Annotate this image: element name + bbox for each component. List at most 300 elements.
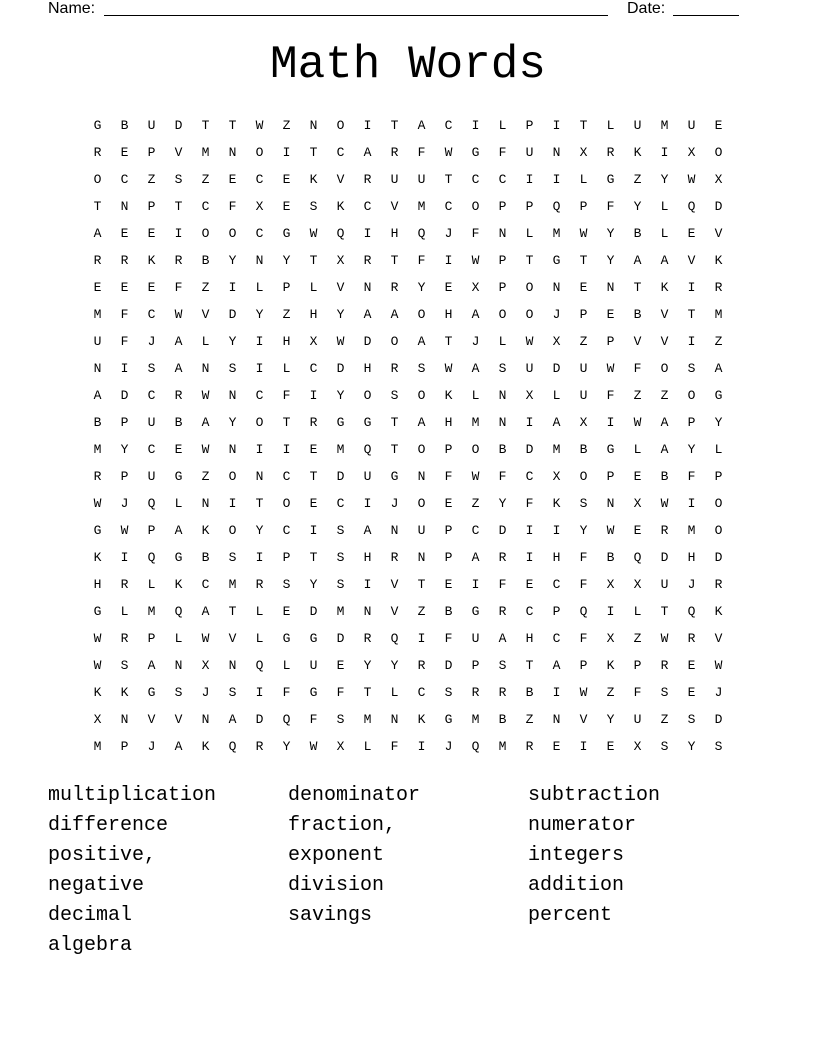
grid-letter[interactable]: Y	[336, 307, 345, 322]
grid-letter[interactable]: N	[255, 253, 264, 268]
grid-letter[interactable]: K	[606, 658, 615, 673]
grid-letter[interactable]: W	[336, 334, 345, 349]
grid-letter[interactable]: Q	[255, 658, 264, 673]
grid-letter[interactable]: R	[687, 631, 696, 646]
grid-letter[interactable]: O	[228, 226, 237, 241]
grid-letter[interactable]: E	[147, 226, 156, 241]
grid-letter[interactable]: I	[174, 226, 183, 241]
grid-letter[interactable]: I	[255, 361, 264, 376]
grid-letter[interactable]: R	[174, 253, 183, 268]
grid-letter[interactable]: I	[525, 523, 534, 538]
grid-letter[interactable]: G	[471, 145, 480, 160]
grid-letter[interactable]: B	[444, 604, 453, 619]
grid-letter[interactable]: A	[201, 415, 210, 430]
grid-letter[interactable]: U	[390, 172, 399, 187]
grid-letter[interactable]: S	[417, 361, 426, 376]
grid-letter[interactable]: Z	[471, 496, 480, 511]
grid-letter[interactable]: Y	[255, 523, 264, 538]
grid-letter[interactable]: R	[120, 577, 129, 592]
grid-letter[interactable]: N	[309, 118, 318, 133]
grid-letter[interactable]: R	[255, 739, 264, 754]
grid-letter[interactable]: N	[228, 145, 237, 160]
grid-letter[interactable]: R	[120, 253, 129, 268]
grid-letter[interactable]: S	[687, 712, 696, 727]
grid-letter[interactable]: D	[336, 469, 345, 484]
grid-letter[interactable]: U	[525, 145, 534, 160]
grid-letter[interactable]: Z	[633, 172, 642, 187]
grid-letter[interactable]: L	[525, 226, 534, 241]
grid-letter[interactable]: V	[174, 712, 183, 727]
grid-letter[interactable]: Z	[201, 172, 210, 187]
grid-letter[interactable]: C	[525, 604, 534, 619]
grid-letter[interactable]: I	[255, 685, 264, 700]
grid-letter[interactable]: L	[390, 685, 399, 700]
grid-letter[interactable]: X	[633, 577, 642, 592]
grid-letter[interactable]: X	[714, 172, 723, 187]
grid-letter[interactable]: L	[552, 388, 561, 403]
grid-letter[interactable]: R	[525, 739, 534, 754]
grid-letter[interactable]: Q	[552, 199, 561, 214]
grid-letter[interactable]: C	[201, 199, 210, 214]
grid-letter[interactable]: D	[336, 631, 345, 646]
grid-letter[interactable]: W	[714, 658, 723, 673]
grid-letter[interactable]: J	[147, 739, 156, 754]
grid-letter[interactable]: A	[633, 253, 642, 268]
grid-letter[interactable]: A	[174, 361, 183, 376]
grid-letter[interactable]: V	[660, 334, 669, 349]
grid-letter[interactable]: P	[525, 118, 534, 133]
grid-letter[interactable]: S	[336, 712, 345, 727]
grid-letter[interactable]: Y	[363, 658, 372, 673]
grid-letter[interactable]: B	[93, 415, 102, 430]
grid-letter[interactable]: X	[579, 415, 588, 430]
grid-letter[interactable]: G	[309, 685, 318, 700]
grid-letter[interactable]: Y	[687, 739, 696, 754]
grid-letter[interactable]: N	[363, 604, 372, 619]
grid-letter[interactable]: C	[147, 388, 156, 403]
grid-letter[interactable]: Q	[687, 604, 696, 619]
grid-letter[interactable]: D	[552, 361, 561, 376]
grid-letter[interactable]: I	[255, 442, 264, 457]
grid-letter[interactable]: T	[255, 496, 264, 511]
grid-letter[interactable]: C	[336, 496, 345, 511]
grid-letter[interactable]: T	[228, 118, 237, 133]
grid-letter[interactable]: O	[471, 199, 480, 214]
grid-letter[interactable]: B	[498, 442, 507, 457]
grid-letter[interactable]: Z	[282, 118, 291, 133]
grid-letter[interactable]: P	[147, 631, 156, 646]
grid-letter[interactable]: Y	[417, 280, 426, 295]
grid-letter[interactable]: I	[417, 739, 426, 754]
grid-letter[interactable]: X	[687, 145, 696, 160]
grid-letter[interactable]: M	[687, 523, 696, 538]
grid-letter[interactable]: H	[93, 577, 102, 592]
grid-letter[interactable]: P	[498, 253, 507, 268]
grid-letter[interactable]: K	[552, 496, 561, 511]
grid-letter[interactable]: X	[93, 712, 102, 727]
grid-letter[interactable]: M	[93, 442, 102, 457]
grid-letter[interactable]: D	[228, 307, 237, 322]
grid-letter[interactable]: Y	[228, 415, 237, 430]
grid-letter[interactable]: F	[444, 631, 453, 646]
grid-letter[interactable]: Y	[228, 253, 237, 268]
grid-letter[interactable]: T	[174, 199, 183, 214]
grid-letter[interactable]: N	[363, 280, 372, 295]
grid-letter[interactable]: G	[336, 415, 345, 430]
grid-letter[interactable]: W	[579, 685, 588, 700]
grid-letter[interactable]: J	[120, 496, 129, 511]
grid-letter[interactable]: D	[309, 604, 318, 619]
grid-letter[interactable]: J	[471, 334, 480, 349]
grid-letter[interactable]: O	[714, 145, 723, 160]
grid-letter[interactable]: S	[120, 658, 129, 673]
grid-letter[interactable]: Z	[633, 388, 642, 403]
grid-letter[interactable]: I	[471, 577, 480, 592]
grid-letter[interactable]: F	[498, 145, 507, 160]
grid-letter[interactable]: A	[363, 145, 372, 160]
grid-letter[interactable]: J	[390, 496, 399, 511]
grid-letter[interactable]: B	[579, 442, 588, 457]
grid-letter[interactable]: M	[228, 577, 237, 592]
grid-letter[interactable]: I	[363, 577, 372, 592]
grid-letter[interactable]: N	[201, 712, 210, 727]
grid-letter[interactable]: N	[120, 712, 129, 727]
grid-letter[interactable]: A	[417, 415, 426, 430]
grid-letter[interactable]: J	[687, 577, 696, 592]
grid-letter[interactable]: T	[390, 253, 399, 268]
grid-letter[interactable]: S	[228, 685, 237, 700]
grid-letter[interactable]: I	[687, 496, 696, 511]
grid-letter[interactable]: S	[660, 685, 669, 700]
grid-letter[interactable]: N	[498, 388, 507, 403]
grid-letter[interactable]: Z	[660, 712, 669, 727]
grid-letter[interactable]: E	[444, 577, 453, 592]
grid-letter[interactable]: H	[363, 550, 372, 565]
grid-letter[interactable]: E	[282, 604, 291, 619]
grid-letter[interactable]: A	[228, 712, 237, 727]
grid-letter[interactable]: P	[120, 415, 129, 430]
grid-letter[interactable]: D	[120, 388, 129, 403]
grid-letter[interactable]: G	[363, 415, 372, 430]
grid-letter[interactable]: R	[93, 145, 102, 160]
grid-letter[interactable]: W	[525, 334, 534, 349]
grid-letter[interactable]: N	[390, 712, 399, 727]
grid-letter[interactable]: N	[93, 361, 102, 376]
grid-letter[interactable]: A	[660, 253, 669, 268]
grid-letter[interactable]: K	[93, 550, 102, 565]
grid-letter[interactable]: V	[201, 307, 210, 322]
grid-letter[interactable]: P	[444, 523, 453, 538]
grid-letter[interactable]: Y	[606, 226, 615, 241]
grid-letter[interactable]: E	[714, 118, 723, 133]
grid-letter[interactable]: M	[93, 307, 102, 322]
grid-letter[interactable]: E	[282, 172, 291, 187]
grid-letter[interactable]: K	[120, 685, 129, 700]
grid-letter[interactable]: O	[228, 469, 237, 484]
grid-letter[interactable]: S	[336, 550, 345, 565]
grid-letter[interactable]: W	[633, 415, 642, 430]
grid-letter[interactable]: Q	[579, 604, 588, 619]
grid-letter[interactable]: E	[525, 577, 534, 592]
grid-letter[interactable]: P	[471, 658, 480, 673]
grid-letter[interactable]: C	[498, 172, 507, 187]
grid-letter[interactable]: L	[282, 361, 291, 376]
grid-letter[interactable]: A	[147, 658, 156, 673]
grid-letter[interactable]: Q	[363, 442, 372, 457]
grid-letter[interactable]: I	[255, 550, 264, 565]
grid-letter[interactable]: L	[174, 496, 183, 511]
grid-letter[interactable]: N	[120, 199, 129, 214]
grid-letter[interactable]: F	[120, 307, 129, 322]
grid-letter[interactable]: V	[579, 712, 588, 727]
grid-letter[interactable]: B	[201, 253, 210, 268]
grid-letter[interactable]: O	[336, 118, 345, 133]
grid-letter[interactable]: G	[147, 685, 156, 700]
grid-letter[interactable]: T	[93, 199, 102, 214]
grid-letter[interactable]: A	[471, 361, 480, 376]
date-blank-line[interactable]	[673, 15, 739, 16]
grid-letter[interactable]: X	[309, 334, 318, 349]
grid-letter[interactable]: M	[147, 604, 156, 619]
grid-letter[interactable]: K	[633, 145, 642, 160]
grid-letter[interactable]: F	[633, 361, 642, 376]
grid-letter[interactable]: Q	[147, 550, 156, 565]
grid-letter[interactable]: I	[687, 280, 696, 295]
grid-letter[interactable]: T	[525, 658, 534, 673]
grid-letter[interactable]: G	[93, 118, 102, 133]
grid-letter[interactable]: X	[633, 496, 642, 511]
grid-letter[interactable]: O	[255, 415, 264, 430]
grid-letter[interactable]: Y	[579, 523, 588, 538]
grid-letter[interactable]: R	[714, 577, 723, 592]
grid-letter[interactable]: E	[444, 496, 453, 511]
grid-letter[interactable]: C	[552, 577, 561, 592]
grid-letter[interactable]: C	[471, 172, 480, 187]
grid-letter[interactable]: X	[606, 631, 615, 646]
grid-letter[interactable]: A	[498, 631, 507, 646]
grid-letter[interactable]: T	[228, 604, 237, 619]
grid-letter[interactable]: S	[660, 739, 669, 754]
grid-letter[interactable]: G	[606, 442, 615, 457]
grid-letter[interactable]: G	[93, 523, 102, 538]
grid-letter[interactable]: E	[174, 442, 183, 457]
grid-letter[interactable]: O	[525, 307, 534, 322]
grid-letter[interactable]: P	[714, 469, 723, 484]
grid-letter[interactable]: T	[309, 145, 318, 160]
grid-letter[interactable]: A	[390, 307, 399, 322]
grid-letter[interactable]: B	[498, 712, 507, 727]
grid-letter[interactable]: W	[201, 388, 210, 403]
grid-letter[interactable]: D	[525, 442, 534, 457]
grid-letter[interactable]: C	[417, 685, 426, 700]
grid-letter[interactable]: P	[579, 658, 588, 673]
grid-letter[interactable]: B	[606, 550, 615, 565]
grid-letter[interactable]: V	[714, 631, 723, 646]
grid-letter[interactable]: A	[552, 658, 561, 673]
grid-letter[interactable]: P	[498, 280, 507, 295]
grid-letter[interactable]: C	[120, 172, 129, 187]
grid-letter[interactable]: C	[282, 469, 291, 484]
grid-letter[interactable]: S	[579, 496, 588, 511]
grid-letter[interactable]: T	[282, 415, 291, 430]
grid-letter[interactable]: K	[336, 199, 345, 214]
grid-letter[interactable]: Q	[390, 631, 399, 646]
grid-letter[interactable]: Y	[309, 577, 318, 592]
grid-letter[interactable]: H	[444, 307, 453, 322]
grid-letter[interactable]: L	[498, 118, 507, 133]
grid-letter[interactable]: M	[552, 442, 561, 457]
grid-letter[interactable]: Z	[282, 307, 291, 322]
grid-letter[interactable]: W	[309, 226, 318, 241]
grid-letter[interactable]: N	[174, 658, 183, 673]
grid-letter[interactable]: T	[390, 118, 399, 133]
grid-letter[interactable]: S	[282, 577, 291, 592]
grid-letter[interactable]: L	[471, 388, 480, 403]
grid-letter[interactable]: B	[633, 226, 642, 241]
grid-letter[interactable]: X	[201, 658, 210, 673]
grid-letter[interactable]: E	[552, 739, 561, 754]
grid-letter[interactable]: A	[174, 523, 183, 538]
grid-letter[interactable]: R	[174, 388, 183, 403]
grid-letter[interactable]: K	[201, 739, 210, 754]
grid-letter[interactable]: I	[525, 550, 534, 565]
grid-letter[interactable]: S	[309, 199, 318, 214]
grid-letter[interactable]: I	[120, 361, 129, 376]
grid-letter[interactable]: V	[660, 307, 669, 322]
grid-letter[interactable]: O	[417, 442, 426, 457]
grid-letter[interactable]: P	[444, 442, 453, 457]
grid-letter[interactable]: T	[633, 280, 642, 295]
grid-letter[interactable]: T	[417, 577, 426, 592]
grid-letter[interactable]: X	[525, 388, 534, 403]
grid-letter[interactable]: P	[579, 199, 588, 214]
grid-letter[interactable]: M	[471, 712, 480, 727]
grid-letter[interactable]: X	[633, 739, 642, 754]
grid-letter[interactable]: R	[417, 658, 426, 673]
grid-letter[interactable]: D	[714, 712, 723, 727]
grid-letter[interactable]: P	[552, 604, 561, 619]
grid-letter[interactable]: G	[282, 631, 291, 646]
grid-letter[interactable]: V	[390, 604, 399, 619]
grid-letter[interactable]: E	[228, 172, 237, 187]
grid-letter[interactable]: O	[255, 145, 264, 160]
grid-letter[interactable]: I	[552, 685, 561, 700]
grid-letter[interactable]: Y	[282, 253, 291, 268]
grid-letter[interactable]: E	[687, 658, 696, 673]
grid-letter[interactable]: O	[363, 388, 372, 403]
grid-letter[interactable]: P	[444, 550, 453, 565]
grid-letter[interactable]: Z	[633, 631, 642, 646]
grid-letter[interactable]: U	[660, 577, 669, 592]
grid-letter[interactable]: A	[714, 361, 723, 376]
grid-letter[interactable]: O	[201, 226, 210, 241]
grid-letter[interactable]: K	[309, 172, 318, 187]
grid-letter[interactable]: U	[147, 415, 156, 430]
grid-letter[interactable]: T	[444, 334, 453, 349]
grid-letter[interactable]: K	[93, 685, 102, 700]
grid-letter[interactable]: U	[93, 334, 102, 349]
grid-letter[interactable]: F	[390, 739, 399, 754]
grid-letter[interactable]: S	[228, 550, 237, 565]
grid-letter[interactable]: N	[498, 415, 507, 430]
grid-letter[interactable]: W	[93, 658, 102, 673]
grid-letter[interactable]: V	[714, 226, 723, 241]
grid-letter[interactable]: S	[336, 577, 345, 592]
grid-letter[interactable]: A	[93, 388, 102, 403]
grid-letter[interactable]: O	[525, 280, 534, 295]
grid-letter[interactable]: U	[309, 658, 318, 673]
grid-letter[interactable]: F	[606, 199, 615, 214]
grid-letter[interactable]: A	[363, 523, 372, 538]
grid-letter[interactable]: I	[282, 442, 291, 457]
grid-letter[interactable]: D	[660, 550, 669, 565]
grid-letter[interactable]: Y	[282, 739, 291, 754]
grid-letter[interactable]: Z	[417, 604, 426, 619]
grid-letter[interactable]: W	[471, 469, 480, 484]
grid-letter[interactable]: R	[390, 280, 399, 295]
grid-letter[interactable]: G	[552, 253, 561, 268]
grid-letter[interactable]: F	[282, 388, 291, 403]
grid-letter[interactable]: Z	[201, 469, 210, 484]
grid-letter[interactable]: R	[93, 469, 102, 484]
grid-letter[interactable]: F	[579, 577, 588, 592]
grid-letter[interactable]: R	[606, 145, 615, 160]
grid-letter[interactable]: Q	[228, 739, 237, 754]
grid-letter[interactable]: I	[606, 604, 615, 619]
grid-letter[interactable]: O	[417, 388, 426, 403]
grid-letter[interactable]: M	[714, 307, 723, 322]
grid-letter[interactable]: N	[417, 550, 426, 565]
grid-letter[interactable]: R	[714, 280, 723, 295]
grid-letter[interactable]: L	[147, 577, 156, 592]
grid-letter[interactable]: L	[633, 442, 642, 457]
grid-letter[interactable]: A	[174, 334, 183, 349]
grid-letter[interactable]: N	[228, 442, 237, 457]
grid-letter[interactable]: V	[174, 145, 183, 160]
grid-letter[interactable]: I	[471, 118, 480, 133]
grid-letter[interactable]: U	[147, 469, 156, 484]
grid-letter[interactable]: D	[255, 712, 264, 727]
grid-letter[interactable]: P	[606, 469, 615, 484]
grid-letter[interactable]: S	[687, 361, 696, 376]
grid-letter[interactable]: P	[120, 469, 129, 484]
grid-letter[interactable]: W	[93, 496, 102, 511]
grid-letter[interactable]: T	[309, 469, 318, 484]
grid-letter[interactable]: L	[309, 280, 318, 295]
grid-letter[interactable]: J	[444, 739, 453, 754]
grid-letter[interactable]: L	[660, 226, 669, 241]
grid-letter[interactable]: X	[255, 199, 264, 214]
grid-letter[interactable]: D	[363, 334, 372, 349]
grid-letter[interactable]: U	[579, 361, 588, 376]
grid-letter[interactable]: C	[255, 388, 264, 403]
grid-letter[interactable]: Y	[606, 712, 615, 727]
grid-letter[interactable]: R	[498, 550, 507, 565]
grid-letter[interactable]: U	[579, 388, 588, 403]
grid-letter[interactable]: R	[309, 415, 318, 430]
grid-letter[interactable]: W	[471, 253, 480, 268]
grid-letter[interactable]: W	[201, 442, 210, 457]
grid-letter[interactable]: Z	[147, 172, 156, 187]
grid-letter[interactable]: S	[174, 685, 183, 700]
grid-letter[interactable]: G	[282, 226, 291, 241]
grid-letter[interactable]: C	[525, 469, 534, 484]
grid-letter[interactable]: Y	[228, 334, 237, 349]
grid-letter[interactable]: C	[552, 631, 561, 646]
grid-letter[interactable]: P	[525, 199, 534, 214]
grid-letter[interactable]: I	[417, 631, 426, 646]
grid-letter[interactable]: Y	[633, 199, 642, 214]
